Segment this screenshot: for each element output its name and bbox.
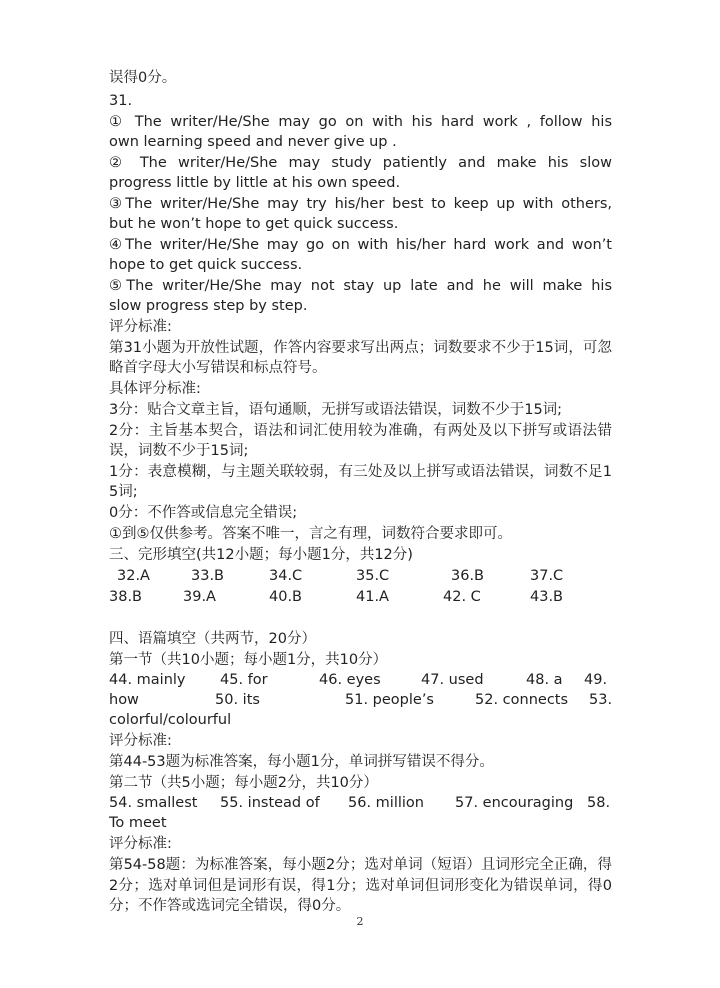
part-1-heading: 第一节（共10小题；每小题1分，共10分）: [109, 652, 388, 668]
score-2-criteria-cont: 误，词数不少于15词;: [109, 443, 249, 459]
answer-option-4-cont: hope to get quick success.: [109, 257, 303, 273]
criteria-text-cont: 略首字母大小写错误和标点符号。: [109, 360, 327, 376]
answer: 45. for: [220, 672, 268, 688]
answer: 54. smallest: [109, 795, 198, 811]
part-2-criteria: 第54-58题：为标准答案，每小题2分；选对单词（短语）且词形完全正确，得: [109, 857, 612, 873]
answer: 40.B: [269, 589, 303, 605]
cloze-answers-row-2: [109, 587, 612, 607]
answer-option-3: ③The writer/He/She may try his/her best to keep up with others,: [109, 196, 612, 212]
answer-option-4: ④The writer/He/She may go on with his/her hard work and won’t: [109, 237, 612, 253]
part-1-criteria-label: 评分标准:: [109, 733, 172, 749]
answer: 52. connects: [475, 692, 569, 708]
part-2-heading: 第二节（共5小题；每小题2分，共10分）: [109, 775, 378, 791]
score-1-criteria-cont: 5词;: [109, 484, 138, 500]
part-2-answers-row-1: [109, 793, 612, 813]
question-number: 31.: [109, 93, 133, 109]
answer: 43.B: [530, 589, 564, 605]
answer: 53.: [589, 692, 613, 708]
answer: how: [109, 692, 139, 708]
score-3-criteria: 3分：贴合文章主旨，语句通顺，无拼写或语法错误，词数不少于15词;: [109, 402, 563, 418]
answer: 56. million: [348, 795, 424, 811]
answer: 32.A: [117, 568, 150, 584]
answer-option-3-cont: but he won’t hope to get quick success.: [109, 216, 399, 232]
answer: 38.B: [109, 589, 143, 605]
answer: 58.: [587, 795, 611, 811]
section-4-heading: 四、语篇填空（共两节，20分）: [109, 631, 316, 647]
answer: 37.C: [530, 568, 564, 584]
answer-option-2-cont: progress little by little at his own speed.: [109, 175, 401, 191]
score-2-criteria: 2分：主旨基本契合，语法和词汇使用较为准确，有两处及以下拼写或语法错: [109, 423, 612, 439]
answer: 47. used: [421, 672, 484, 688]
criteria-text: 第31小题为开放性试题，作答内容要求写出两点；词数要求不少于15词，可忽: [109, 340, 612, 356]
section-3-heading: 三、完形填空(共12小题；每小题1分，共12分): [109, 547, 413, 563]
answer: 57. encouraging: [455, 795, 574, 811]
answer: 41.A: [356, 589, 389, 605]
answer: 48. a: [526, 672, 563, 688]
answer-option-5-cont: slow progress step by step.: [109, 298, 308, 314]
answer: 36.B: [451, 568, 485, 584]
answer: 51. people’s: [345, 692, 434, 708]
page-number: 2: [356, 915, 364, 928]
answer: 49.: [584, 672, 608, 688]
answer-option-2: ② The writer/He/She may study patiently and make his slow: [109, 155, 612, 171]
reference-note: ①到⑤仅供参考。答案不唯一，言之有理，词数符合要求即可。: [109, 526, 512, 542]
part-1-answer-53: colorful/colourful: [109, 712, 232, 728]
text-line: 误得0分。: [109, 70, 177, 86]
score-0-criteria: 0分：不作答或信息完全错误;: [109, 505, 298, 521]
part-1-answers-row-1: [109, 670, 612, 690]
answer-option-5: ⑤The writer/He/She may not stay up late and he will make his: [109, 278, 612, 294]
part-2-criteria-label: 评分标准:: [109, 836, 172, 852]
answer-option-1: ① The writer/He/She may go on with his hard work , follow his: [109, 114, 612, 130]
answer-option-1-cont: own learning speed and never give up .: [109, 134, 397, 150]
answer: 44. mainly: [109, 672, 186, 688]
answer: 55. instead of: [220, 795, 320, 811]
part-2-criteria-cont: 2分；选对单词但是词形有误，得1分；选对单词但词形变化为错误单词，得0: [109, 878, 612, 894]
part-2-answer-58: To meet: [109, 815, 167, 831]
answer: 35.C: [356, 568, 390, 584]
part-2-criteria-cont: 分；不作答或选词完全错误，得0分。: [109, 898, 351, 914]
answer: 39.A: [183, 589, 216, 605]
answer: 50. its: [215, 692, 260, 708]
score-1-criteria: 1分：表意模糊，与主题关联较弱，有三处及以上拼写或语法错误，词数不足1: [109, 464, 612, 480]
answer: 42. C: [443, 589, 481, 605]
detailed-criteria-label: 具体评分标准:: [109, 381, 201, 397]
criteria-label: 评分标准:: [109, 319, 172, 335]
answer: 34.C: [269, 568, 303, 584]
part-1-criteria: 第44-53题为标准答案，每小题1分，单词拼写错误不得分。: [109, 754, 494, 770]
cloze-answers-row-1: [109, 566, 612, 586]
part-1-answers-row-2: [109, 690, 612, 710]
answer: 33.B: [191, 568, 225, 584]
answer: 46. eyes: [319, 672, 381, 688]
